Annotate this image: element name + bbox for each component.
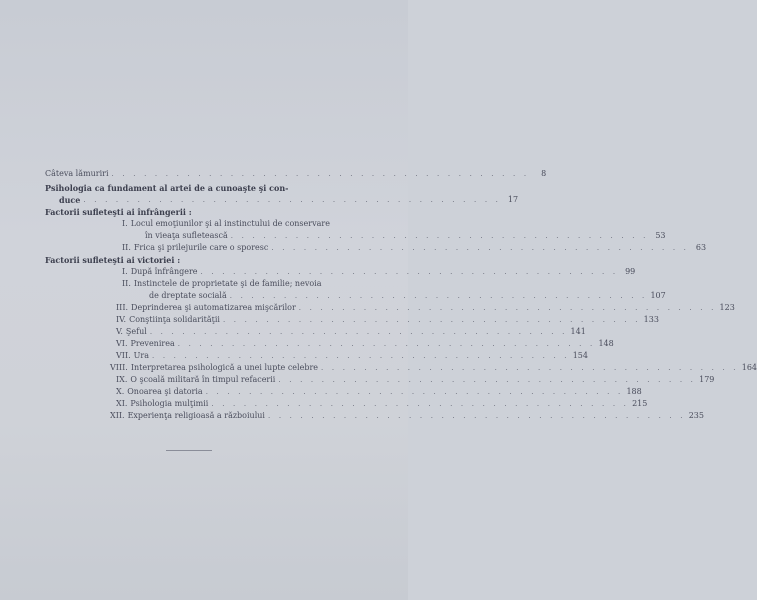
toc-entry — [110, 362, 757, 372]
toc-entry — [59, 194, 519, 205]
toc-entry-label: Experienţa religioasă a războiului — [127, 411, 265, 420]
toc-entry — [45, 168, 547, 178]
toc-leader-dots: . . . . . . . . . . . . . . . . . . . . . . . . . . . . . . . . . . . . . . . — [267, 412, 686, 420]
toc-entry-label: Prevenirea — [130, 339, 175, 348]
toc-entry-label: Psihologia mulţimii — [130, 399, 209, 408]
toc-entry-page-number: 63 — [695, 243, 707, 252]
toc-entry — [116, 350, 588, 360]
toc-entry-number: III. — [116, 303, 129, 312]
toc-entry-number: XII. — [110, 411, 125, 420]
toc-leader-dots: . . . . . . . . . . . . . . . . . . . . . . . . . . . . . . . . . . . . . . . — [83, 196, 502, 204]
toc-entry — [45, 182, 345, 192]
toc-entry-page-number: 154 — [572, 351, 588, 360]
toc-leader-dots: . . . . . . . . . . . . . . . . . . . . . . . . . . . . . . . . . . . . . . . — [278, 376, 697, 384]
toc-entry — [122, 242, 707, 252]
toc-entry-label: Locul emoţiunilor şi al instinctului de conservare — [130, 219, 330, 228]
toc-entry — [110, 410, 704, 420]
toc-entry-number: I. — [122, 267, 128, 276]
toc-entry-label: în vieaţa sufletească — [145, 231, 228, 240]
toc-entry-label: Şeful — [125, 327, 147, 336]
toc-entry — [149, 290, 666, 300]
toc-entry-page-number: 8 — [541, 169, 547, 178]
toc-entry — [116, 326, 586, 336]
toc-entry-label: Factorii sufleteşti ai victoriei : — [45, 255, 181, 265]
toc-leader-dots: . . . . . . . . . . . . . . . . . . . . . . . . . . . . . . . . . . . . . . . — [111, 170, 530, 178]
toc-entry-page-number: 188 — [626, 387, 642, 396]
toc-entry — [145, 230, 666, 240]
toc-entry-label: După înfrângere — [130, 267, 198, 276]
toc-entry-number: VI. — [116, 339, 128, 348]
toc-leader-dots: . . . . . . . . . . . . . . . . . . . . . . . . . . . . . . . . . . . . . . . — [205, 388, 624, 396]
toc-entry-label: Conştiinţa solidarităţii — [129, 315, 220, 324]
toc-entry-number: IV. — [116, 315, 127, 324]
toc-entry — [122, 278, 345, 288]
toc-entry-label: Instinctele de proprietate şi de familie; nevoia — [133, 279, 322, 288]
toc-leader-dots: . . . . . . . . . . . . . . . . . . . . . . . . . . . . . . . . . . . . . . . — [211, 400, 630, 408]
toc-leader-dots: . . . . . . . . . . . . . . . . . . . . . . . . . . . . . . . . . . . . . . . — [149, 328, 568, 336]
toc-entry-label: Ura — [133, 351, 149, 360]
toc-entry-page-number: 215 — [632, 399, 648, 408]
toc-entry-label: de dreptate socială — [149, 291, 227, 300]
toc-entry-number: XI. — [116, 399, 128, 408]
toc-entry-number: I. — [122, 219, 128, 228]
toc-entry-label: Deprinderea şi automatizarea mişcărilor — [131, 303, 296, 312]
toc-leader-dots: . . . . . . . . . . . . . . . . . . . . . . . . . . . . . . . . . . . . . . . — [222, 316, 641, 324]
divider-rule — [166, 450, 212, 451]
toc-entry — [116, 398, 648, 408]
toc-entry-number: IX. — [116, 375, 128, 384]
toc-entry-page-number: 164 — [741, 363, 757, 372]
toc-entry-label: duce — [59, 195, 81, 205]
toc-entry-number: X. — [116, 387, 125, 396]
toc-leader-dots: . . . . . . . . . . . . . . . . . . . . . . . . . . . . . . . . . . . . . . . — [177, 340, 596, 348]
toc-entry — [116, 338, 614, 348]
toc-entry — [116, 314, 659, 324]
toc-leader-dots: . . . . . . . . . . . . . . . . . . . . . . . . . . . . . . . . . . . . . . . — [200, 268, 619, 276]
toc-entry-label: Psihologia ca fundament al artei de a cunoaşte şi con- — [45, 183, 289, 193]
toc-entry — [116, 386, 642, 396]
toc-entry-page-number: 235 — [688, 411, 704, 420]
toc-entry-label: Frica şi prilejurile care o sporesc — [133, 243, 269, 252]
toc-leader-dots: . . . . . . . . . . . . . . . . . . . . . . . . . . . . . . . . . . . . . . . — [229, 292, 648, 300]
toc-entry-number: II. — [122, 243, 131, 252]
toc-entry — [45, 254, 345, 264]
toc-entry-label: Factorii sufleteşti ai înfrângerii : — [45, 207, 192, 217]
toc-entry — [45, 206, 345, 216]
toc-leader-dots: . . . . . . . . . . . . . . . . . . . . . . . . . . . . . . . . . . . . . . . — [271, 244, 690, 252]
toc-entry-number: II. — [122, 279, 131, 288]
toc-leader-dots: . . . . . . . . . . . . . . . . . . . . . . . . . . . . . . . . . . . . . . . — [321, 364, 739, 372]
toc-entry-page-number: 179 — [699, 375, 715, 384]
toc-entry — [122, 218, 345, 228]
toc-entry-page-number: 99 — [625, 267, 636, 276]
toc-entry-page-number: 17 — [507, 195, 519, 204]
toc-leader-dots: . . . . . . . . . . . . . . . . . . . . . . . . . . . . . . . . . . . . . . . — [298, 304, 717, 312]
toc-entry-page-number: 123 — [719, 303, 735, 312]
toc-entry-label: O şcoală militară în timpul refacerii — [130, 375, 276, 384]
toc-entry-number: V. — [116, 327, 123, 336]
toc-leader-dots: . . . . . . . . . . . . . . . . . . . . . . . . . . . . . . . . . . . . . . . — [151, 352, 570, 360]
toc-leader-dots: . . . . . . . . . . . . . . . . . . . . . . . . . . . . . . . . . . . . . . . — [230, 232, 649, 240]
toc-entry-label: Câteva lămuriri — [45, 169, 109, 178]
toc-entry — [122, 266, 636, 276]
toc-entry — [116, 302, 735, 312]
toc-entry-number: VIII. — [110, 363, 128, 372]
toc-entry-page-number: 148 — [598, 339, 614, 348]
toc-entry-page-number: 133 — [643, 315, 659, 324]
toc-entry-label: Interpretarea psihologică a unei lupte celebre — [130, 363, 318, 372]
toc-entry-number: VII. — [116, 351, 131, 360]
toc-entry-label: Onoarea şi datoria — [127, 387, 203, 396]
toc-entry-page-number: 141 — [570, 327, 586, 336]
toc-entry — [116, 374, 715, 384]
toc-entry-page-number: 107 — [650, 291, 666, 300]
toc-entry-page-number: 53 — [655, 231, 666, 240]
